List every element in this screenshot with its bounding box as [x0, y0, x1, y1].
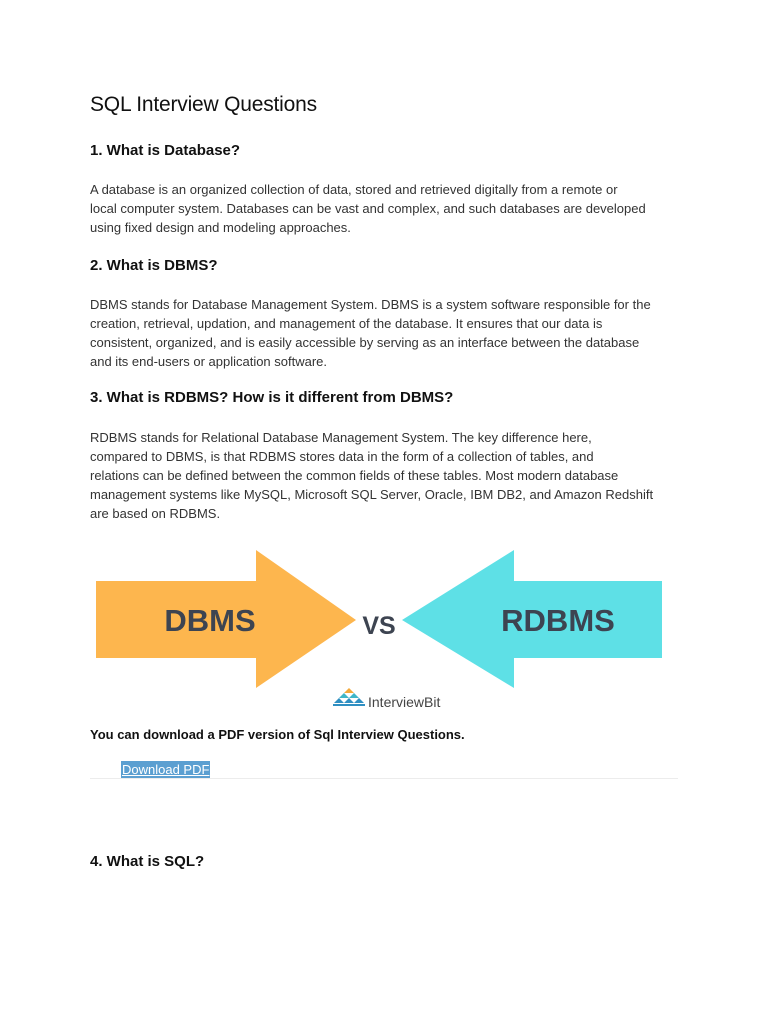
answer-paragraph-3 — [90, 428, 690, 523]
interviewbit-logo-text: InterviewBit — [368, 694, 441, 710]
question-heading-2: 2. What is DBMS? — [90, 257, 218, 274]
answer-paragraph-2 — [90, 295, 690, 371]
paragraph-line: creation, retrieval, updation, and management of the database. It ensures that our data is — [90, 316, 603, 331]
paragraph-line: A database is an organized collection of data, stored and retrieved digitally from a remote or — [90, 182, 618, 197]
paragraph-line: relations can be defined between the common fields of these tables. Most modern database — [90, 468, 619, 483]
divider — [90, 778, 678, 779]
paragraph-line: compared to DBMS, is that RDBMS stores data in the form of a collection of tables, and — [90, 449, 594, 464]
paragraph-line: and its end-users or application software. — [90, 354, 328, 369]
dbms-label: DBMS — [164, 603, 256, 638]
dbms-vs-rdbms-figure — [92, 548, 666, 716]
answer-paragraph-1 — [90, 180, 690, 237]
interviewbit-logo-icon — [333, 688, 365, 706]
download-note: You can download a PDF version of Sql Interview Questions. — [90, 727, 465, 742]
paragraph-line: management systems like MySQL, Microsoft SQL Server, Oracle, IBM DB2, and Amazon Redshift — [90, 487, 654, 502]
paragraph-line: are based on RDBMS. — [90, 506, 221, 521]
comparison-graphic — [92, 548, 666, 716]
paragraph-line: consistent, organized, and is easily accessible by serving as an interface between the database — [90, 335, 640, 350]
question-heading-3: 3. What is RDBMS? How is it different from DBMS? — [90, 389, 454, 406]
paragraph-line: local computer system. Databases can be vast and complex, and such databases are developed — [90, 201, 646, 216]
vs-label: VS — [362, 612, 396, 640]
paragraph-line: DBMS stands for Database Management System. DBMS is a system software responsible for the — [90, 297, 651, 312]
page-title: SQL Interview Questions — [90, 93, 317, 116]
question-heading-4: 4. What is SQL? — [90, 853, 205, 870]
rdbms-label: RDBMS — [501, 603, 615, 638]
question-heading-1: 1. What is Database? — [90, 142, 241, 159]
paragraph-line: RDBMS stands for Relational Database Management System. The key difference here, — [90, 430, 592, 445]
paragraph-line: using fixed design and modeling approaches. — [90, 220, 351, 235]
download-pdf-link[interactable]: Download PDF — [122, 762, 210, 777]
